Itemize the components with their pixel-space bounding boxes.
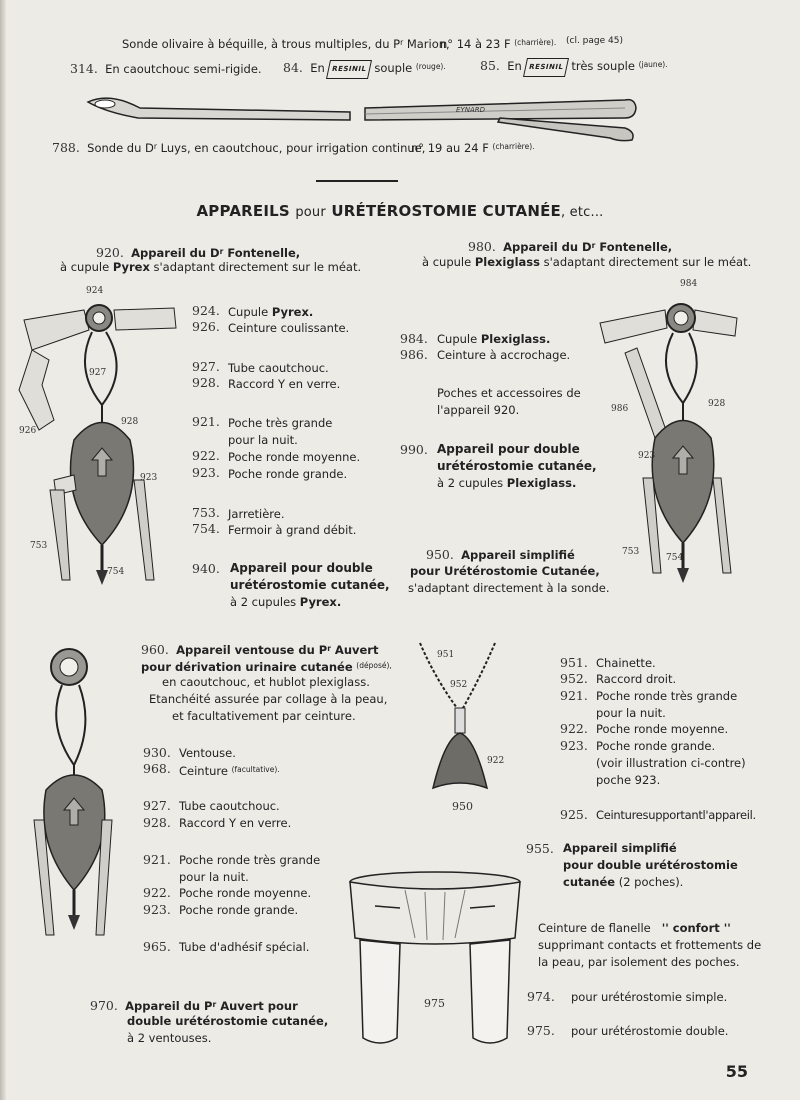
list-item [143, 884, 171, 902]
heading-part-c: URÉTÉROSTOMIE CUTANÉE [331, 202, 561, 220]
item-920-title-text: Appareil du D [131, 246, 220, 260]
item-number: 952. [560, 671, 588, 686]
item-960-line2-text: pour dérivation urinaire cutanée [141, 660, 353, 674]
item-955-line2: pour double urétérostomie [563, 858, 738, 872]
list-item-text: Poche ronde grande. [179, 903, 299, 917]
list-item-text: pour la nuit. [179, 870, 249, 884]
item-number: 927. [143, 798, 171, 813]
page-number: 55 [725, 1062, 748, 1081]
item-85-number: 85. [480, 58, 500, 73]
label-952: 952 [450, 680, 468, 690]
list-item [143, 938, 171, 956]
item-number: 753. [192, 505, 220, 520]
list-item [560, 720, 588, 738]
item-number: 928. [143, 815, 171, 830]
item-960-sup: r [327, 644, 331, 653]
item-950-title: Appareil simplifié [461, 548, 575, 562]
sonde-marion-end: Marion, [403, 37, 450, 51]
item-788-end: Luys, en caoutchouc, pour irrigation continue, [157, 141, 426, 155]
label-922: 922 [487, 756, 505, 766]
apparatus-920-illustration [14, 280, 184, 600]
heading-part-b: pour [295, 205, 326, 220]
list-item [192, 447, 220, 465]
label-754: 754 [666, 553, 684, 563]
list-item-text: Poche ronde moyenne. [179, 886, 312, 900]
label-986: 986 [611, 404, 629, 414]
belt-975-illustration [345, 868, 525, 1053]
item-940-number [192, 560, 220, 578]
item-number: 922. [192, 448, 220, 463]
item-number: 951. [560, 655, 588, 670]
item-number: 921. [192, 414, 220, 429]
sonde-marion-range [440, 34, 556, 53]
item-980-number: 980. [468, 239, 496, 254]
item-number: 965. [143, 939, 171, 954]
item-986-text: Ceinture à accrochage. [437, 348, 571, 362]
apparatus-960-illustration [24, 645, 124, 945]
list-item [192, 318, 220, 336]
item-number: 921. [560, 688, 588, 703]
item-970-sup: r [212, 1000, 217, 1009]
resinil-logo: RESINIL [523, 58, 569, 77]
item-number: 923. [192, 465, 220, 480]
item-974 [527, 988, 555, 1006]
label-754: 754 [107, 567, 125, 577]
item-960-line5: et facultativement par ceinture. [172, 709, 356, 723]
apparatus-980-illustration [595, 288, 745, 598]
item-number: 986. [400, 347, 428, 362]
item-950-line1 [426, 546, 575, 564]
item-920-number: 920. [96, 245, 124, 260]
page-binding-edge [0, 0, 6, 1100]
list-item [143, 901, 171, 919]
list-item [192, 520, 220, 538]
item-number: 924. [192, 303, 220, 318]
item-990-line3-bold: Plexiglass. [506, 476, 577, 490]
item-788-number: 788. [52, 140, 80, 155]
section-divider [316, 180, 398, 182]
item-980-subtitle [422, 254, 751, 271]
item-bold: Plexiglass. [480, 332, 551, 346]
item-number: 930. [143, 745, 171, 760]
list-item-text: Poche ronde moyenne. [228, 450, 361, 464]
list-item-text: Jarretière. [228, 507, 285, 521]
item-920-sub-bold: Pyrex [112, 260, 150, 274]
heading-part-d: , etc... [560, 205, 604, 220]
heading-part-a: APPAREILS [196, 202, 290, 220]
item-788 [52, 138, 425, 157]
item-788-sup: r [153, 142, 158, 151]
item-920-sub-post: s'adaptant directement sur le méat. [153, 260, 362, 274]
item-number: 970. [90, 998, 118, 1013]
item-960-line2-note: (déposé), [356, 661, 392, 670]
label-975: 975 [424, 997, 445, 1010]
label-928: 928 [708, 399, 726, 409]
item-984-text [437, 331, 550, 348]
list-item-text: Poche très grande [228, 416, 333, 430]
range-note: (charrière). [514, 38, 557, 47]
item-number: 928. [192, 375, 220, 390]
item-940-line2: urétérostomie cutanée, [230, 578, 390, 592]
confort-pre: Ceinture de flanelle [538, 921, 651, 935]
page-reference: (cl. page 45) [566, 36, 623, 46]
item-84-number: 84. [283, 60, 303, 75]
item-number: 990. [400, 442, 428, 457]
item-940-line3-pre: à 2 cupules [230, 595, 300, 609]
item-note: (facultative). [231, 765, 280, 774]
item-314-text: En caoutchouc semi-rigide. [105, 62, 262, 76]
item-920-title-end: Fontenelle, [223, 246, 301, 260]
item-955-line3-text: (2 poches). [615, 875, 684, 889]
item-980-sup: r [591, 241, 596, 250]
item-960-title-end: Auvert [330, 643, 379, 657]
item-bold: Pyrex. [271, 305, 314, 319]
list-item [192, 413, 220, 431]
list-item-text: (voir illustration ci-contre) [596, 756, 746, 770]
list-item-text: Poche ronde grande. [228, 467, 348, 481]
item-number: 921. [143, 852, 171, 867]
list-item-text: poche 923. [596, 773, 661, 787]
list-item-text: Ceinture coulissante. [228, 321, 350, 335]
confort-bold: '' confort '' [661, 921, 731, 935]
item-970-line2: double urétérostomie cutanée, [127, 1014, 329, 1028]
list-item-text: Tube d'adhésif spécial. [179, 940, 310, 954]
list-item-text: pour la nuit. [596, 706, 666, 720]
list-item-text: Poche ronde moyenne. [596, 722, 729, 736]
list-item-text: Ventouse. [179, 746, 236, 760]
item-number: 754. [192, 521, 220, 536]
item-950-line3: s'adaptant directement à la sonde. [408, 581, 610, 595]
item-85-post: très souple [571, 59, 635, 73]
list-item-text: Poche ronde grande. [596, 739, 716, 753]
item-925-text: Ceinturesupportantl'appareil. [596, 808, 756, 822]
apparatus-950-illustration [415, 638, 505, 798]
item-number: 927. [192, 359, 220, 374]
item-960-line3: en caoutchouc, et hublot plexiglass. [162, 675, 370, 689]
list-item [560, 670, 588, 688]
section-heading [0, 202, 800, 220]
item-980-sub-pre: à cupule [422, 255, 472, 269]
label-923: 923 [140, 473, 158, 483]
sonde-marion-sup: r [400, 38, 404, 47]
list-item-text: Raccord Y en verre. [179, 816, 292, 830]
item-955 [526, 840, 554, 858]
item-980-sub-bold: Plexiglass [474, 255, 540, 269]
item-85-pre: En [507, 59, 522, 73]
label-924: 924 [86, 286, 104, 296]
item-960-title: Appareil ventouse du P [176, 643, 328, 657]
item-940-line3-bold: Pyrex. [299, 595, 342, 609]
item-975 [527, 1022, 555, 1040]
item-85-note: (jaune). [638, 60, 668, 69]
item-980-title-text: Appareil du D [503, 240, 592, 254]
list-item-text: Tube caoutchouc. [179, 799, 280, 813]
label-950: 950 [452, 800, 473, 813]
item-925 [560, 806, 588, 824]
label-951: 951 [437, 650, 455, 660]
item-84-post: souple [374, 61, 413, 75]
item-955-line1: Appareil simplifié [563, 841, 677, 855]
item-990-line1: Appareil pour double [437, 442, 580, 456]
item-number: 968. [143, 761, 171, 776]
item-788-range-note: (charrière). [492, 142, 535, 151]
list-item-text: pour la nuit. [228, 433, 298, 447]
item-920-sub-pre: à cupule [60, 260, 110, 274]
confort-line2: supprimant contacts et frottements de [538, 938, 762, 952]
list-item [560, 737, 588, 755]
confort-line1 [538, 920, 731, 937]
eynard-mark: EYNARD [456, 106, 485, 114]
resinil-logo: RESINIL [326, 60, 372, 79]
item-788-text: Sonde du D [87, 141, 154, 155]
item-970-line3: à 2 ventouses. [127, 1031, 212, 1045]
list-item [228, 304, 313, 321]
item-number: 922. [143, 885, 171, 900]
list-item [143, 851, 171, 869]
item-number: 922. [560, 721, 588, 736]
item-number: 925. [560, 807, 588, 822]
item-950-line2: pour Urétérostomie Cutanée, [410, 564, 600, 578]
list-item-text: Tube caoutchouc. [228, 361, 329, 375]
item-number: 923. [143, 902, 171, 917]
item-text: Ceinture [179, 764, 228, 778]
label-984: 984 [680, 279, 698, 289]
item-955-line3 [563, 874, 683, 891]
item-980-sub-post: s'adaptant directement sur le méat. [543, 255, 752, 269]
item-number: 960. [141, 642, 169, 657]
item-number: 975. [527, 1023, 555, 1038]
item-number: 950. [426, 547, 454, 562]
range-text: n° 14 à 23 F [440, 37, 511, 51]
item-number: 955. [526, 841, 554, 856]
item-number: 926. [192, 319, 220, 334]
item-970-title-end: Auvert pour [216, 999, 298, 1013]
label-927: 927 [89, 368, 107, 378]
item-920-subtitle [60, 259, 361, 276]
item-970-title: Appareil du P [125, 999, 213, 1013]
list-item [192, 374, 220, 392]
list-item [560, 687, 588, 705]
item-920-sup: r [219, 247, 224, 256]
item-940-line3 [230, 594, 341, 611]
list-item-text: Poche ronde très grande [179, 853, 321, 867]
list-item-text: Poche ronde très grande [596, 689, 738, 703]
item-84-pre: En [310, 61, 325, 75]
item-975-text: pour urétérostomie double. [571, 1024, 729, 1038]
item-990-line3 [437, 475, 576, 492]
list-item [192, 464, 220, 482]
item-955-line3-bold: cutanée [563, 875, 616, 889]
list-item [143, 760, 171, 778]
sonde-marion-text: Sonde olivaire à béquille, à trous multiples, du P [122, 37, 401, 51]
list-item-text: Chainette. [596, 656, 656, 670]
item-number: 974. [527, 989, 555, 1004]
confort-line3: la peau, par isolement des poches. [538, 955, 740, 969]
item-940-line1: Appareil pour double [230, 561, 373, 575]
label-923: 923 [638, 451, 656, 461]
item-84 [283, 58, 446, 79]
list-item-text: Fermoir à grand débit. [228, 523, 357, 537]
item-number: 923. [560, 738, 588, 753]
label-928: 928 [121, 417, 139, 427]
item-number: 940. [192, 561, 220, 576]
item-990 [400, 441, 428, 459]
item-85 [480, 56, 668, 77]
label-753: 753 [30, 541, 48, 551]
item-84-note: (rouge). [415, 62, 446, 71]
item-974-text: pour urétérostomie simple. [571, 990, 728, 1004]
item-960-line4: Etanchéité assurée par collage à la peau, [149, 692, 388, 706]
item-990-line2: urétérostomie cutanée, [437, 459, 597, 473]
item-314-number: 314. [70, 61, 98, 76]
item-980-title-end: Fontenelle, [595, 240, 673, 254]
label-753: 753 [622, 547, 640, 557]
label-926: 926 [19, 426, 37, 436]
list-item [143, 797, 171, 815]
item-788-range-text: n° 19 au 24 F [411, 141, 489, 155]
list-item-text: Raccord Y en verre. [228, 377, 341, 391]
sonde-marion-line [122, 34, 450, 53]
item-788-range [411, 138, 535, 157]
list-item-text [179, 761, 280, 780]
poches-line2: l'appareil 920. [437, 403, 520, 417]
item-990-line3-pre: à 2 cupules [437, 476, 507, 490]
item-314 [70, 60, 262, 78]
list-item-text: Raccord droit. [596, 672, 677, 686]
poches-line1: Poches et accessoires de [437, 386, 581, 400]
item-text: Cupule [437, 332, 481, 346]
item-number: 984. [400, 331, 428, 346]
list-item [143, 814, 171, 832]
item-text: Cupule [228, 305, 272, 319]
item-986 [400, 346, 428, 364]
